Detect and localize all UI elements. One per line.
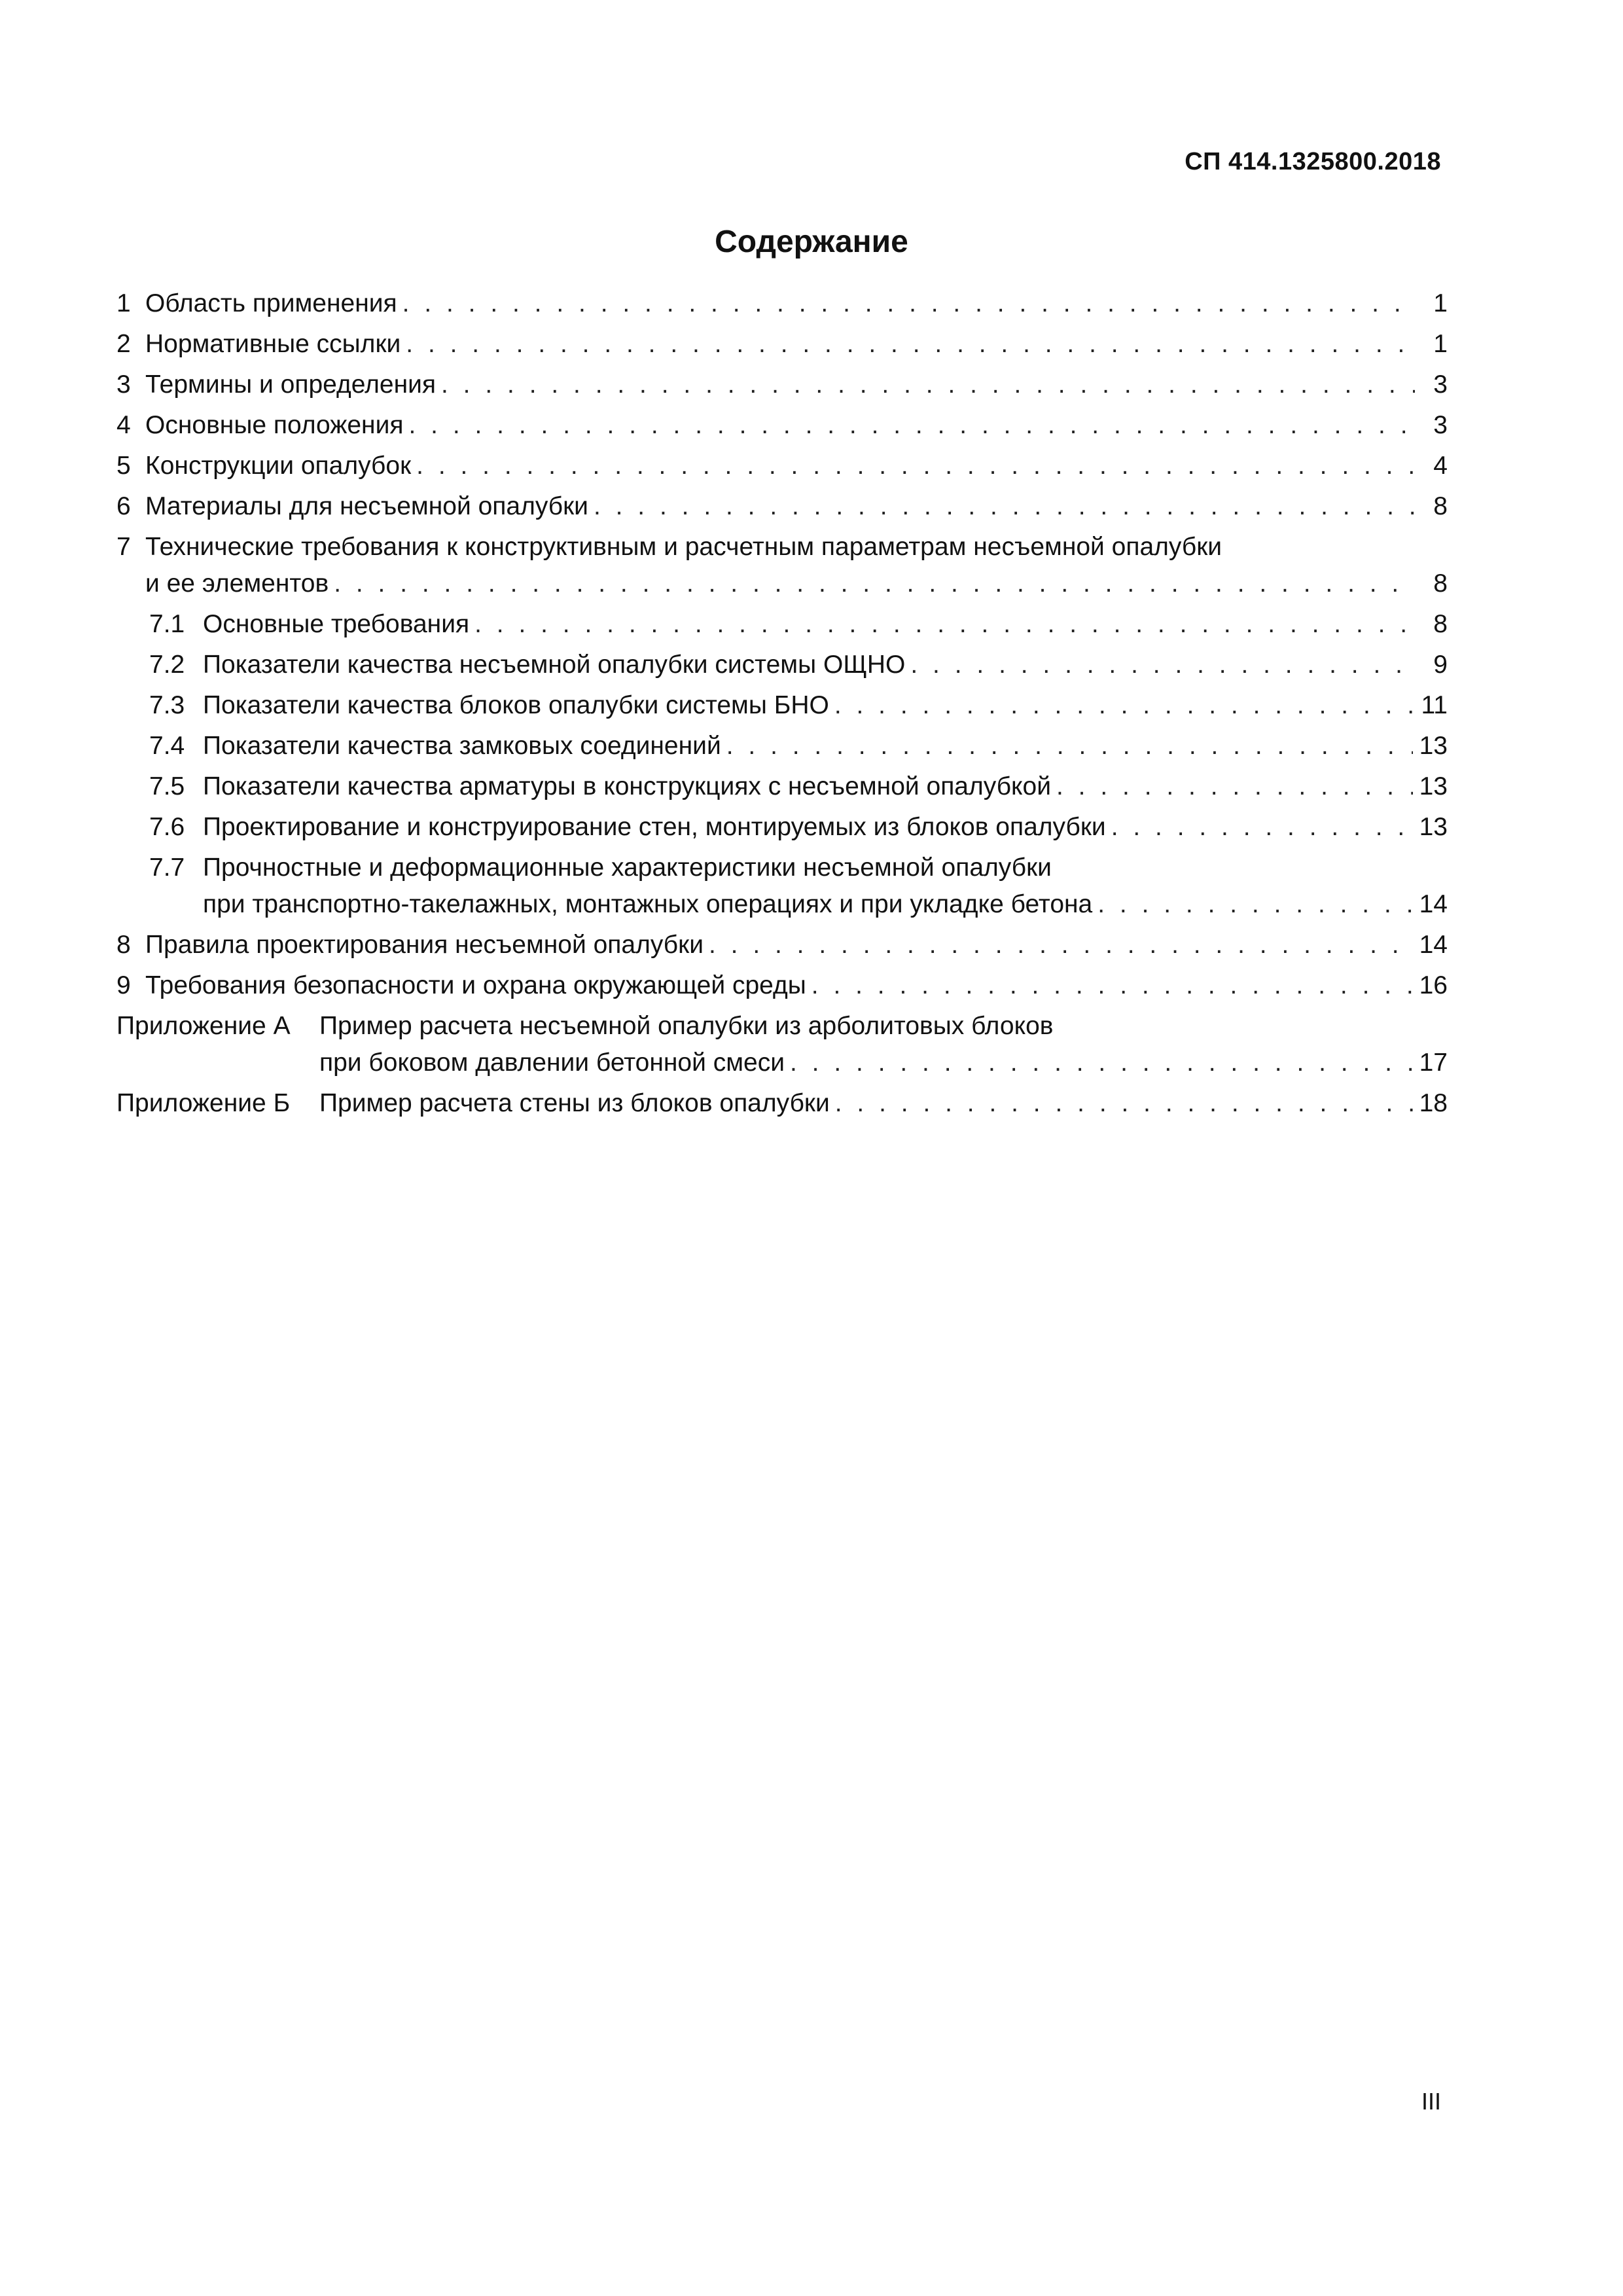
dot-leader — [1056, 768, 1413, 805]
toc-entry-number: 7.6 — [149, 813, 185, 841]
toc-entry-title: Технические требования к конструктивным и расчетным параметрам несъемной опалубки — [145, 533, 1222, 561]
toc-entry-title: Термины и определения — [145, 370, 437, 399]
toc-entry — [116, 809, 1448, 846]
toc-entry-number: 7.2 — [149, 651, 185, 679]
toc-entry-title: Область применения — [145, 289, 397, 317]
toc-entry-number: 7.1 — [149, 610, 185, 638]
toc-entry-title: при боковом давлении бетонной смеси — [319, 1049, 785, 1077]
toc-entry — [116, 850, 1448, 923]
page-number: III — [1421, 2088, 1441, 2115]
toc-entry-page: 1 — [1433, 330, 1448, 358]
toc-entry — [116, 927, 1448, 963]
toc-entry-number: 2 — [116, 330, 131, 358]
toc-entry-page: 3 — [1433, 411, 1448, 439]
toc-entry-number: Приложение Б — [116, 1089, 291, 1117]
toc-entry — [116, 687, 1448, 724]
toc-entry-number: 3 — [116, 370, 131, 399]
dot-leader — [409, 407, 1416, 444]
dot-leader — [406, 326, 1415, 363]
toc-entry-page: 13 — [1419, 813, 1448, 841]
toc-entry — [116, 1008, 1448, 1081]
toc-entry-page: 18 — [1419, 1089, 1448, 1117]
toc-entry-page: 11 — [1421, 691, 1448, 719]
toc-entry — [116, 407, 1448, 444]
toc-entry-number: 5 — [116, 452, 131, 480]
toc-entry-title: Требования безопасности и охрана окружающей среды — [145, 971, 806, 999]
dot-leader — [790, 1045, 1413, 1081]
dot-leader — [1111, 809, 1413, 846]
dot-leader — [474, 606, 1415, 643]
toc-entry-page: 14 — [1419, 890, 1448, 918]
toc-entry-title: и ее элементов — [145, 569, 329, 598]
dot-leader — [910, 647, 1415, 683]
dot-leader — [402, 285, 1415, 322]
toc-entry — [116, 606, 1448, 643]
toc-entry-page: 8 — [1433, 610, 1448, 638]
toc-entry — [116, 529, 1448, 602]
toc-entry-number: 8 — [116, 931, 131, 959]
toc-entry-title: Пример расчета несъемной опалубки из арболитовых блоков — [319, 1012, 1054, 1040]
toc-entry-page: 4 — [1433, 452, 1448, 480]
toc-entry-page: 3 — [1433, 370, 1448, 399]
toc-entry-title: Показатели качества блоков опалубки системы БНО — [203, 691, 829, 719]
toc-entry — [116, 768, 1448, 805]
toc-entry-title: Правила проектирования несъемной опалубки — [145, 931, 704, 959]
toc-entry-number: Приложение А — [116, 1012, 291, 1040]
dot-leader — [726, 728, 1413, 764]
toc-entry-number: 7.4 — [149, 732, 185, 760]
toc-entry-page: 8 — [1433, 492, 1448, 520]
toc-entry-title: при транспортно-такелажных, монтажных операциях и при укладке бетона — [203, 890, 1093, 918]
toc-entry-number: 7.3 — [149, 691, 185, 719]
toc-entry-number: 1 — [116, 289, 131, 317]
toc-entry-title: Нормативные ссылки — [145, 330, 401, 358]
dot-leader — [709, 927, 1413, 963]
toc-entry-title: Прочностные и деформационные характеристики несъемной опалубки — [203, 853, 1052, 882]
table-of-contents — [116, 285, 1448, 1126]
toc-entry — [116, 326, 1448, 363]
toc-entry-title: Основные требования — [203, 610, 470, 638]
toc-entry-page: 8 — [1433, 569, 1448, 598]
toc-entry-page: 17 — [1419, 1049, 1448, 1077]
toc-entry — [116, 647, 1448, 683]
toc-entry-page: 13 — [1419, 772, 1448, 800]
toc-entry-number: 7.7 — [149, 853, 185, 882]
toc-entry — [116, 967, 1448, 1004]
toc-entry — [116, 1085, 1448, 1122]
dot-leader — [812, 967, 1413, 1004]
toc-entry-page: 13 — [1419, 732, 1448, 760]
toc-entry — [116, 448, 1448, 484]
toc-entry-number: 6 — [116, 492, 131, 520]
toc-entry-title: Материалы для несъемной опалубки — [145, 492, 588, 520]
toc-entry-number: 4 — [116, 411, 131, 439]
dot-leader — [334, 565, 1415, 602]
toc-entry-title: Показатели качества арматуры в конструкциях с несъемной опалубкой — [203, 772, 1052, 800]
toc-entry — [116, 488, 1448, 525]
toc-entry — [116, 728, 1448, 764]
toc-entry-number: 7.5 — [149, 772, 185, 800]
toc-entry-number: 9 — [116, 971, 131, 999]
toc-entry — [116, 367, 1448, 403]
toc-entry-title: Основные положения — [145, 411, 404, 439]
dot-leader — [1097, 886, 1412, 923]
toc-entry-page: 16 — [1419, 971, 1448, 999]
toc-entry-title: Пример расчета стены из блоков опалубки — [319, 1089, 830, 1117]
document-code: СП 414.1325800.2018 — [1185, 148, 1441, 175]
toc-entry-page: 14 — [1419, 931, 1448, 959]
toc-entry-title: Конструкции опалубок — [145, 452, 412, 480]
dot-leader — [594, 488, 1415, 525]
toc-title: Содержание — [715, 224, 908, 259]
toc-entry-number: 7 — [116, 533, 131, 561]
dot-leader — [834, 687, 1415, 724]
dot-leader — [835, 1085, 1413, 1122]
dot-leader — [416, 448, 1415, 484]
toc-entry-page: 1 — [1433, 289, 1448, 317]
dot-leader — [441, 367, 1415, 403]
toc-entry — [116, 285, 1448, 322]
toc-entry-title: Показатели качества замковых соединений — [203, 732, 721, 760]
toc-entry-page: 9 — [1433, 651, 1448, 679]
toc-entry-title: Показатели качества несъемной опалубки системы ОЩНО — [203, 651, 906, 679]
toc-entry-title: Проектирование и конструирование стен, монтируемых из блоков опалубки — [203, 813, 1106, 841]
